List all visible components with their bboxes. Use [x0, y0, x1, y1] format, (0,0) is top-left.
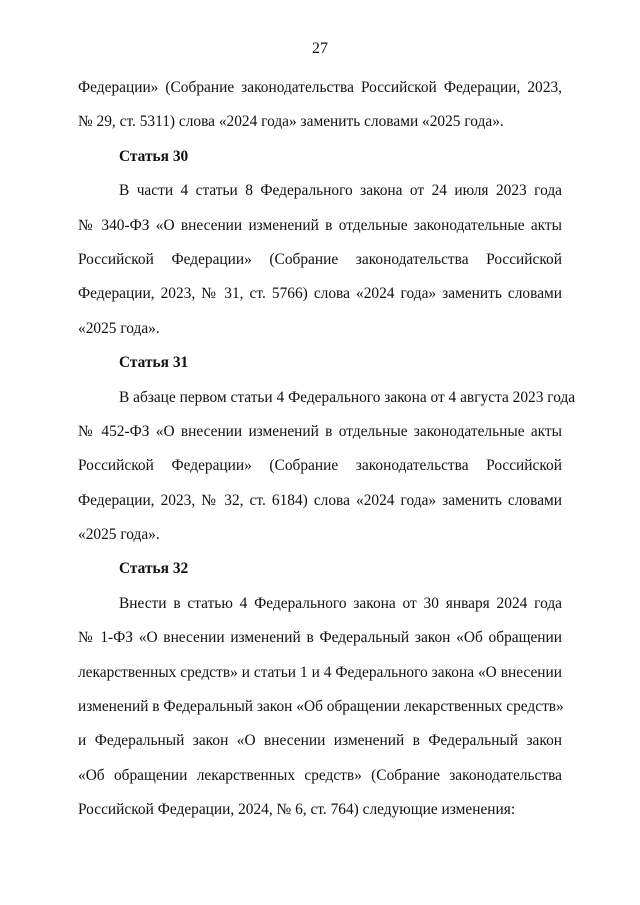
- text-line: лекарственных средств» и статьи 1 и 4 Федерального закона «О внесении: [78, 663, 562, 681]
- page-number: 27: [312, 40, 328, 57]
- text-line: № 340-ФЗ «О внесении изменений в отдельные законодательные акты: [78, 216, 562, 234]
- text-line: В абзаце первом статьи 4 Федерального закона от 4 августа 2023 года: [119, 388, 576, 406]
- article-heading: Статья 30: [119, 147, 189, 165]
- text-line: «2025 года».: [78, 319, 160, 337]
- text-line: Федерации, 2023, № 31, ст. 5766) слова «2024 года» заменить словами: [78, 285, 562, 303]
- article-heading: Статья 32: [119, 560, 189, 578]
- text-line: Внести в статью 4 Федерального закона от 30 января 2024 года: [119, 594, 562, 612]
- text-line: Российской Федерации, 2024, № 6, ст. 764) следующие изменения:: [78, 801, 516, 819]
- text-line: № 1-ФЗ «О внесении изменений в Федеральный закон «Об обращении: [78, 629, 562, 647]
- text-line: Федерации, 2023, № 32, ст. 6184) слова «2024 года» заменить словами: [78, 491, 562, 509]
- text-line: изменений в Федеральный закон «Об обращении лекарственных средств»: [78, 698, 564, 716]
- text-line: № 29, ст. 5311) слова «2024 года» заменить словами «2025 года».: [78, 113, 504, 131]
- text-line: Российской Федерации» (Собрание законодательства Российской: [78, 250, 562, 268]
- article-heading: Статья 31: [119, 354, 189, 372]
- text-line: Федерации» (Собрание законодательства Российской Федерации, 2023,: [78, 79, 562, 96]
- text-line: «Об обращении лекарственных средств» (Собрание законодательства: [78, 766, 562, 784]
- text-line: и Федеральный закон «О внесении изменений в Федеральный закон: [78, 732, 562, 750]
- text-line: № 452-ФЗ «О внесении изменений в отдельные законодательные акты: [78, 422, 562, 440]
- document-body: [78, 79, 576, 836]
- text-line: В части 4 статьи 8 Федерального закона от 24 июля 2023 года: [119, 182, 562, 200]
- text-line: «2025 года».: [78, 526, 160, 544]
- text-line: Российской Федерации» (Собрание законодательства Российской: [78, 457, 562, 475]
